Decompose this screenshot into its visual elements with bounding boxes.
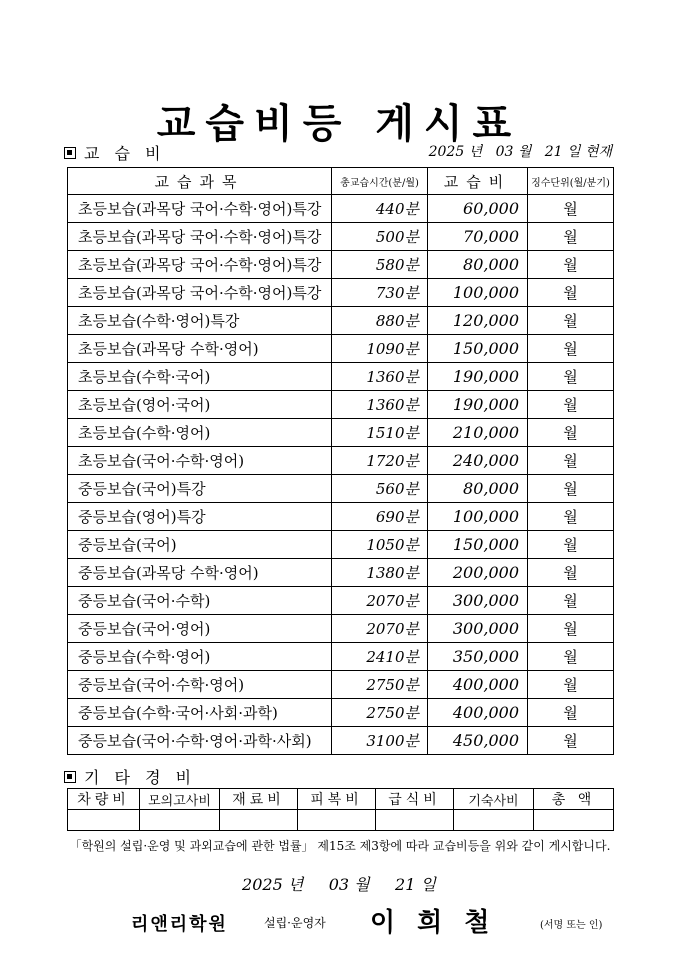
cell-time: 1360분 [332,391,428,419]
legal-notice: 「학원의 설립·운영 및 과외교습에 관한 법률」 제15조 제3항에 따라 교습비등을 위와 같이 게시합니다. [69,839,611,853]
value-clothing [298,810,376,831]
value-dormitory [454,810,534,831]
cell-unit: 월 [528,643,614,671]
table-row [68,391,614,419]
cell-fee: 400,000 [428,699,528,727]
value-meals [376,810,454,831]
cell-time: 560분 [332,475,428,503]
cell-subject: 초등보습(수학·영어)특강 [68,307,332,335]
cell-fee: 70,000 [428,223,528,251]
square-bullet-icon [64,771,76,783]
other-expenses-table [67,788,614,831]
cell-time: 1720분 [332,447,428,475]
cell-unit: 월 [528,671,614,699]
cell-time: 1050분 [332,531,428,559]
cell-fee: 400,000 [428,671,528,699]
header-clothing: 피복비 [298,789,376,810]
cell-unit: 월 [528,335,614,363]
table-row [68,419,614,447]
cell-time: 2750분 [332,671,428,699]
operator-role: 설립·운영자 [264,916,326,930]
table-row [68,223,614,251]
cell-time: 2070분 [332,615,428,643]
cell-fee: 80,000 [428,475,528,503]
table-row [68,447,614,475]
fee-table [67,167,614,755]
cell-unit: 월 [528,699,614,727]
table-row [68,335,614,363]
cell-unit: 월 [528,531,614,559]
cell-unit: 월 [528,503,614,531]
table-row [68,363,614,391]
cell-unit: 월 [528,615,614,643]
cell-time: 500분 [332,223,428,251]
as-of-date: 2025 년 03 월 21 일 현재 [428,144,612,160]
other-heading-text: 기 타 경 비 [84,768,197,787]
cell-subject: 중등보습(수학·국어·사회·과학) [68,699,332,727]
cell-subject: 중등보습(국어·영어) [68,615,332,643]
cell-subject: 초등보습(과목당 국어·수학·영어)특강 [68,279,332,307]
academy-name: 리앤리학원 [131,914,228,935]
fee-table-body [68,195,614,755]
cell-subject: 중등보습(국어·수학·영어) [68,671,332,699]
cell-fee: 300,000 [428,587,528,615]
cell-time: 440분 [332,195,428,223]
cell-time: 1380분 [332,559,428,587]
cell-time: 3100분 [332,727,428,755]
cell-fee: 300,000 [428,615,528,643]
cell-unit: 월 [528,279,614,307]
table-row [68,643,614,671]
cell-fee: 450,000 [428,727,528,755]
cell-time: 730분 [332,279,428,307]
cell-unit: 월 [528,587,614,615]
table-row [68,195,614,223]
table-row [68,475,614,503]
cell-unit: 월 [528,559,614,587]
cell-subject: 초등보습(과목당 국어·수학·영어)특강 [68,195,332,223]
signature-block [0,902,678,942]
cell-time: 1090분 [332,335,428,363]
cell-subject: 중등보습(국어·수학·영어·과학·사회) [68,727,332,755]
cell-unit: 월 [528,363,614,391]
posting-date: 2025 년 03 월 21 일 [242,875,436,894]
other-section-heading [64,765,196,788]
cell-fee: 350,000 [428,643,528,671]
cell-subject: 중등보습(국어) [68,531,332,559]
cell-subject: 중등보습(국어)특강 [68,475,332,503]
page-title: 교습비등 게시표 [156,100,522,147]
header-dormitory: 기숙사비 [454,789,534,810]
cell-time: 880분 [332,307,428,335]
seal-note: (서명 또는 인) [540,920,603,931]
header-materials: 재료비 [220,789,298,810]
table-row [68,279,614,307]
table-row [68,307,614,335]
cell-unit: 월 [528,307,614,335]
cell-time: 690분 [332,503,428,531]
table-row [68,615,614,643]
table-row [68,671,614,699]
header-collection-unit: 징수단위(월/분기) [528,168,614,195]
cell-subject: 초등보습(과목당 국어·수학·영어)특강 [68,251,332,279]
cell-fee: 210,000 [428,419,528,447]
value-materials [220,810,298,831]
other-expenses-header [68,789,614,810]
value-total [534,810,614,831]
header-vehicle: 차량비 [68,789,140,810]
fees-section-heading [64,141,166,164]
cell-subject: 초등보습(수학·국어) [68,363,332,391]
other-expenses-values [68,810,614,831]
fee-table-header [68,168,614,195]
cell-unit: 월 [528,447,614,475]
cell-fee: 120,000 [428,307,528,335]
cell-time: 2070분 [332,587,428,615]
cell-unit: 월 [528,727,614,755]
cell-time: 2410분 [332,643,428,671]
cell-fee: 100,000 [428,279,528,307]
value-vehicle [68,810,140,831]
cell-fee: 80,000 [428,251,528,279]
cell-time: 1510분 [332,419,428,447]
cell-subject: 중등보습(영어)특강 [68,503,332,531]
cell-fee: 200,000 [428,559,528,587]
header-subject: 교습과목 [68,168,332,195]
cell-fee: 240,000 [428,447,528,475]
table-row [68,503,614,531]
cell-subject: 중등보습(수학·영어) [68,643,332,671]
cell-unit: 월 [528,475,614,503]
cell-subject: 초등보습(과목당 국어·수학·영어)특강 [68,223,332,251]
cell-subject: 중등보습(국어·수학) [68,587,332,615]
table-row [68,727,614,755]
cell-subject: 초등보습(과목당 수학·영어) [68,335,332,363]
cell-unit: 월 [528,251,614,279]
cell-time: 580분 [332,251,428,279]
cell-fee: 100,000 [428,503,528,531]
cell-fee: 60,000 [428,195,528,223]
cell-subject: 중등보습(과목당 수학·영어) [68,559,332,587]
cell-subject: 초등보습(국어·수학·영어) [68,447,332,475]
table-row [68,559,614,587]
cell-subject: 초등보습(영어·국어) [68,391,332,419]
cell-time: 2750분 [332,699,428,727]
fees-heading-text: 교 습 비 [84,144,166,163]
table-row [68,699,614,727]
header-total-time: 총교습시간(분/월) [332,168,428,195]
cell-fee: 190,000 [428,363,528,391]
cell-fee: 150,000 [428,531,528,559]
cell-unit: 월 [528,223,614,251]
table-row [68,251,614,279]
cell-subject: 초등보습(수학·영어) [68,419,332,447]
cell-time: 1360분 [332,363,428,391]
cell-fee: 190,000 [428,391,528,419]
header-fee: 교습비 [428,168,528,195]
cell-unit: 월 [528,419,614,447]
cell-unit: 월 [528,391,614,419]
header-meals: 급식비 [376,789,454,810]
table-row [68,587,614,615]
cell-unit: 월 [528,195,614,223]
header-mock-exam: 모의고사비 [140,789,220,810]
table-row [68,531,614,559]
square-bullet-icon [64,147,76,159]
value-mock-exam [140,810,220,831]
operator-name: 이희철 [370,908,512,938]
header-total: 총 액 [534,789,614,810]
cell-fee: 150,000 [428,335,528,363]
